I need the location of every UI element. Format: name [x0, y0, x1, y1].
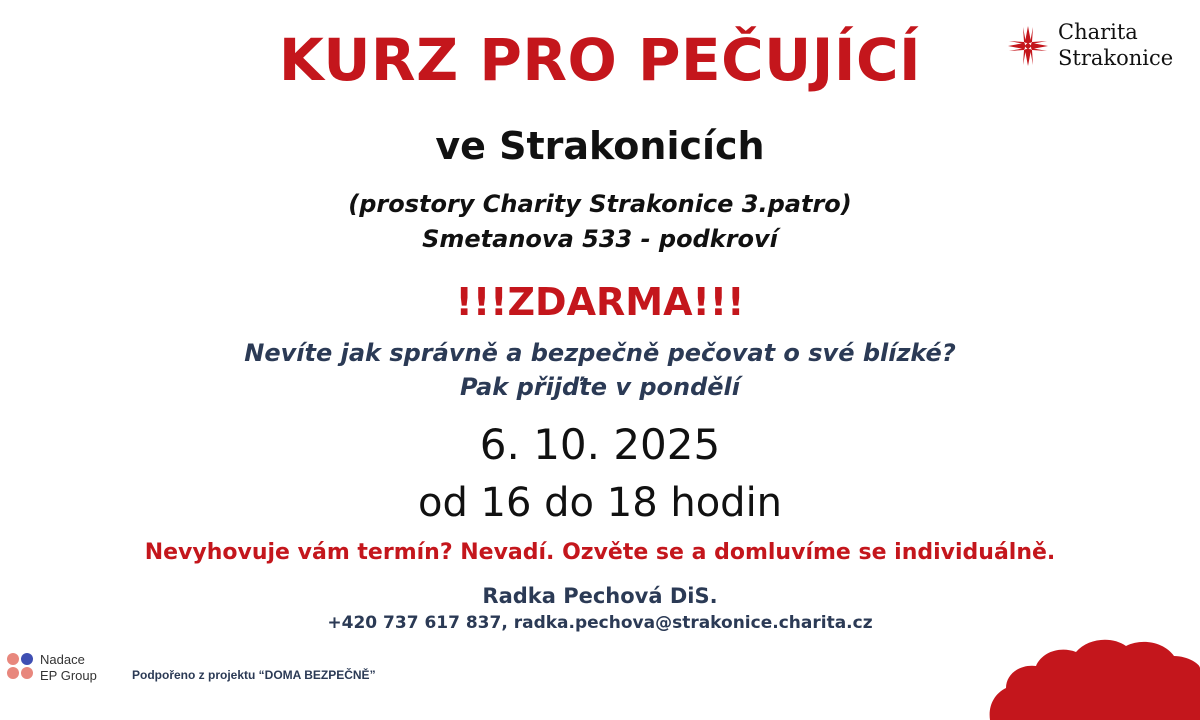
nadace-dots-icon	[6, 652, 36, 682]
question-line-2: Pak přijďte v pondělí	[460, 373, 740, 401]
logo-text-line-2: Strakonice	[1058, 46, 1174, 70]
contact-name: Radka Pechová DiS.	[482, 584, 718, 608]
nadace-ep-group-logo	[6, 652, 116, 686]
charity-cross-icon	[1004, 22, 1052, 70]
event-date: 6. 10. 2025	[479, 420, 721, 469]
question-line-1: Nevíte jak správně a bezpečně pečovat o své blízké?	[244, 339, 956, 367]
charita-logo	[1000, 18, 1190, 78]
location-line-1: (prostory Charity Strakonice 3.patro)	[348, 190, 852, 218]
event-time: od 16 do 18 hodin	[417, 480, 783, 526]
page-title: KURZ PRO PEČUJÍCÍ	[278, 26, 922, 94]
support-text: Podpořeno z projektu “DOMA BEZPEČNĚ”	[132, 668, 376, 682]
schedule-note: Nevyhovuje vám termín? Nevadí. Ozvěte se a domluvíme se individuálně.	[144, 540, 1056, 565]
logo-text-line-1: Charita	[1058, 20, 1138, 44]
page-subtitle: ve Strakonicích	[435, 124, 765, 168]
nadace-text-line-1: Nadace	[40, 652, 85, 667]
decorative-blob-shape	[980, 628, 1200, 720]
nadace-text-line-2: EP Group	[40, 668, 97, 683]
free-label: !!!ZDARMA!!!	[455, 280, 745, 324]
location-line-2: Smetanova 533 - podkroví	[422, 225, 778, 253]
contact-info[interactable]: +420 737 617 837, radka.pechova@strakonice.charita.cz	[327, 613, 873, 633]
